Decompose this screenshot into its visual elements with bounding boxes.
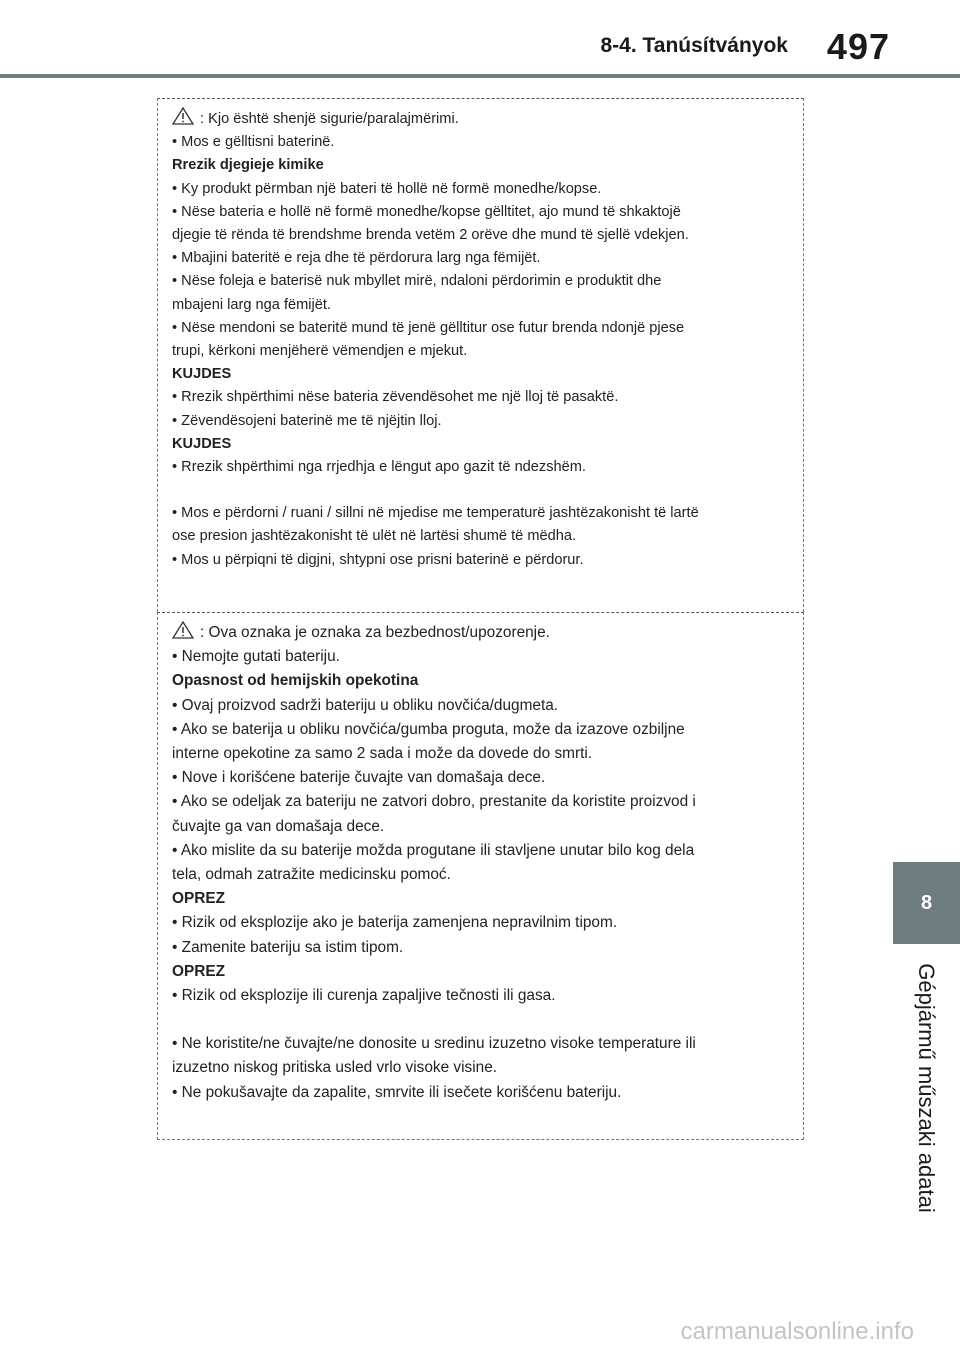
spacer xyxy=(172,479,783,502)
box-line: • Ne pokušavajte da zapalite, smrvite ili isečete korišćenu bateriju. xyxy=(172,1083,622,1101)
box-line: • Mos u përpiqni të digjni, shtypni ose prisni baterinë e përdorur. xyxy=(172,551,584,568)
warning-heading-line xyxy=(172,107,783,131)
box-heading: Opasnost od hemijskih opekotina xyxy=(172,672,419,690)
box-line: • Ky produkt përmban një bateri të hollë në formë monedhe/kopse. xyxy=(172,180,602,197)
box-line: • Zëvendësojeni baterinë me të njëjtin lloj. xyxy=(172,412,442,429)
warning-triangle-icon xyxy=(172,621,194,639)
box-line: • Rizik od eksplozije ili curenja zapaljive tečnosti ili gasa. xyxy=(172,987,556,1005)
chapter-title: Gépjármű műszaki adatai xyxy=(914,963,939,1213)
box-line: izuzetno niskog pritiska usled vrlo visoke visine. xyxy=(172,1059,498,1077)
box-line: • Ne koristite/ne čuvajte/ne donosite u sredinu izuzetno visoke temperature ili xyxy=(172,1035,696,1053)
box-line: • Rrezik shpërthimi nëse bateria zëvendësohet me një lloj të pasaktë. xyxy=(172,389,619,406)
watermark: carmanualsonline.info xyxy=(680,1318,914,1345)
serbian-warning-box xyxy=(157,612,804,1140)
box-line: trupi, kërkoni menjëherë vëmendjen e mjekut. xyxy=(172,343,468,360)
spacer xyxy=(172,1008,783,1032)
box-heading: Rrezik djegieje kimike xyxy=(172,157,324,174)
box-line: • Ako mislite da su baterije možda progutane ili stavljene unutar bilo kog dela xyxy=(172,841,695,859)
box-heading: OPREZ xyxy=(172,890,226,908)
box-line: • Ovaj proizvod sadrži bateriju u obliku novčića/dugmeta. xyxy=(172,696,559,714)
warning-heading-text: : Kjo është shenjë sigurie/paralajmërimi. xyxy=(200,111,459,127)
chapter-number: 8 xyxy=(920,892,933,914)
page-number: 497 xyxy=(826,26,890,67)
box-line: djegie të rënda të brendshme brenda vetëm 2 orëve dhe mund të sjellë vdekjen. xyxy=(172,227,689,244)
warning-triangle-icon xyxy=(172,107,194,125)
box-line: • Nove i korišćene baterije čuvajte van domašaja dece. xyxy=(172,769,546,787)
chapter-tab xyxy=(893,862,960,944)
box-line: • Ako se odeljak za bateriju ne zatvori dobro, prestanite da koristite proizvod i xyxy=(172,793,696,811)
box-heading: KUJDES xyxy=(172,366,232,383)
header-rule xyxy=(0,74,960,78)
box-line: • Ako se baterija u obliku novčića/gumba proguta, može da izazove ozbiljne xyxy=(172,720,685,738)
warning-heading-text: : Ova oznaka je oznaka za bezbednost/upozorenje. xyxy=(200,624,550,641)
box-line: ose presion jashtëzakonisht të ulët në lartësi shumë të mëdha. xyxy=(172,528,576,545)
box-line: • Mbajini bateritë e reja dhe të përdorura larg nga fëmijët. xyxy=(172,250,541,267)
box-line: • Mos e përdorni / ruani / sillni në mjedise me temperaturë jashtëzakonisht të lartë xyxy=(172,505,699,522)
box-line: • Rizik od eksplozije ako je baterija zamenjena nepravilnim tipom. xyxy=(172,914,618,932)
page-header xyxy=(0,0,960,80)
box-line: • Nëse foleja e baterisë nuk mbyllet mirë, ndaloni përdorimin e produktit dhe xyxy=(172,273,662,290)
box-heading: KUJDES xyxy=(172,435,232,452)
warning-heading-line xyxy=(172,621,783,645)
box-line: • Nemojte gutati bateriju. xyxy=(172,648,340,666)
box-line: • Zamenite bateriju sa istim tipom. xyxy=(172,938,404,956)
box-line: tela, odmah zatražite medicinsku pomoć. xyxy=(172,866,451,884)
box-line: interne opekotine za samo 2 sada i može da dovede do smrti. xyxy=(172,745,593,763)
box-line: čuvajte ga van domašaja dece. xyxy=(172,817,385,835)
box-line: • Rrezik shpërthimi nga rrjedhja e lëngut apo gazit të ndezshëm. xyxy=(172,459,586,476)
box-line: mbajeni larg nga fëmijët. xyxy=(172,296,331,313)
box-line: • Mos e gëlltisni baterinë. xyxy=(172,134,335,151)
albanian-warning-box xyxy=(157,98,804,612)
box-line: • Nëse bateria e hollë në formë monedhe/kopse gëlltitet, ajo mund të shkaktojë xyxy=(172,203,681,220)
section-title: 8-4. Tanúsítványok xyxy=(600,34,788,57)
box-heading: OPREZ xyxy=(172,962,226,980)
box-line: • Nëse mendoni se bateritë mund të jenë gëlltitur ose futur brenda ndonjë pjese xyxy=(172,319,685,336)
